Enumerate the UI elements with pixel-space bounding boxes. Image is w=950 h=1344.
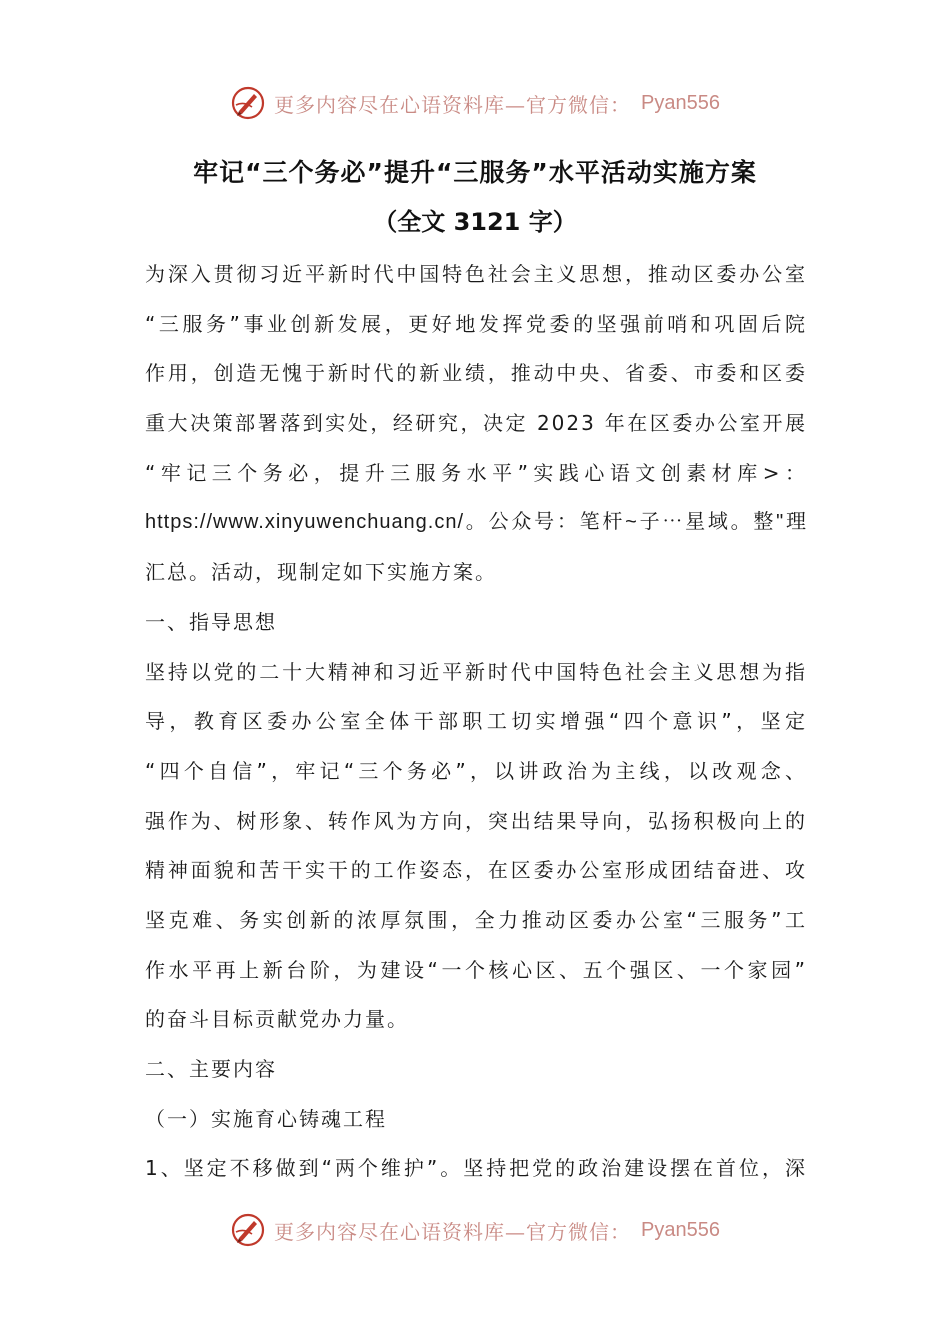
body-line-link: https://www.xinyuwenchuang.cn/。公众号：笔杆~子⋯星域。整"理 [145, 511, 807, 534]
pen-logo-icon [230, 85, 266, 121]
body-line: 为深入贯彻习近平新时代中国特色社会主义思想，推动区委办公室 [145, 262, 807, 286]
watermark-text: 更多内容尽在心语资料库—官方微信： [274, 1219, 632, 1244]
document-subtitle: （全文 3121 字） [373, 208, 577, 236]
body-line: 的奋斗目标贡献党办力量。 [145, 1007, 409, 1032]
body-line: 精神面貌和苦干实干的工作姿态，在区委办公室形成团结奋进、攻 [145, 858, 807, 883]
section-heading: 一、指导思想 [145, 609, 277, 634]
watermark-banner-bottom [0, 1210, 950, 1250]
watermark-banner-top [0, 83, 950, 123]
document-title: 牢记“三个务必”提升“三服务”水平活动实施方案 [193, 158, 757, 187]
body-line: 作水平再上新台阶，为建设“一个核心区、五个强区、一个家园” [145, 957, 807, 982]
section-heading: 二、主要内容 [145, 1057, 277, 1081]
body-line: 导，教育区委办公室全体干部职工切实增强“四个意识”，坚定 [145, 709, 807, 734]
document-body [145, 250, 807, 1194]
body-line: “牢记三个务必，提升三服务水平”实践心语文创素材库>： [145, 460, 807, 485]
watermark-handle: Pyan556 [641, 1218, 720, 1241]
body-line: 坚克难、务实创新的浓厚氛围，全力推动区委办公室“三服务”工 [145, 907, 807, 932]
watermark-handle: Pyan556 [641, 91, 720, 114]
body-line: 坚持以党的二十大精神和习近平新时代中国特色社会主义思想为指 [145, 659, 807, 684]
body-line: 1、坚定不移做到“两个维护”。坚持把党的政治建设摆在首位，深 [145, 1156, 807, 1181]
body-line: “四个自信”，牢记“三个务必”，以讲政治为主线，以改观念、 [145, 758, 807, 783]
body-line: 汇总。活动，现制定如下实施方案。 [145, 560, 497, 585]
pen-logo-icon [230, 1212, 266, 1248]
body-line: “三服务”事业创新发展，更好地发挥党委的坚强前哨和巩固后院 [145, 311, 807, 336]
body-line: 作用，创造无愧于新时代的新业绩，推动中央、省委、市委和区委 [145, 361, 807, 386]
body-line: 重大决策部署落到实处，经研究，决定 2023 年在区委办公室开展 [145, 411, 807, 436]
watermark-text: 更多内容尽在心语资料库—官方微信： [274, 92, 632, 117]
subsection-heading: （一）实施育心铸魂工程 [145, 1106, 387, 1131]
body-line: 强作为、树形象、转作风为方向，突出结果导向，弘扬积极向上的 [145, 808, 807, 833]
